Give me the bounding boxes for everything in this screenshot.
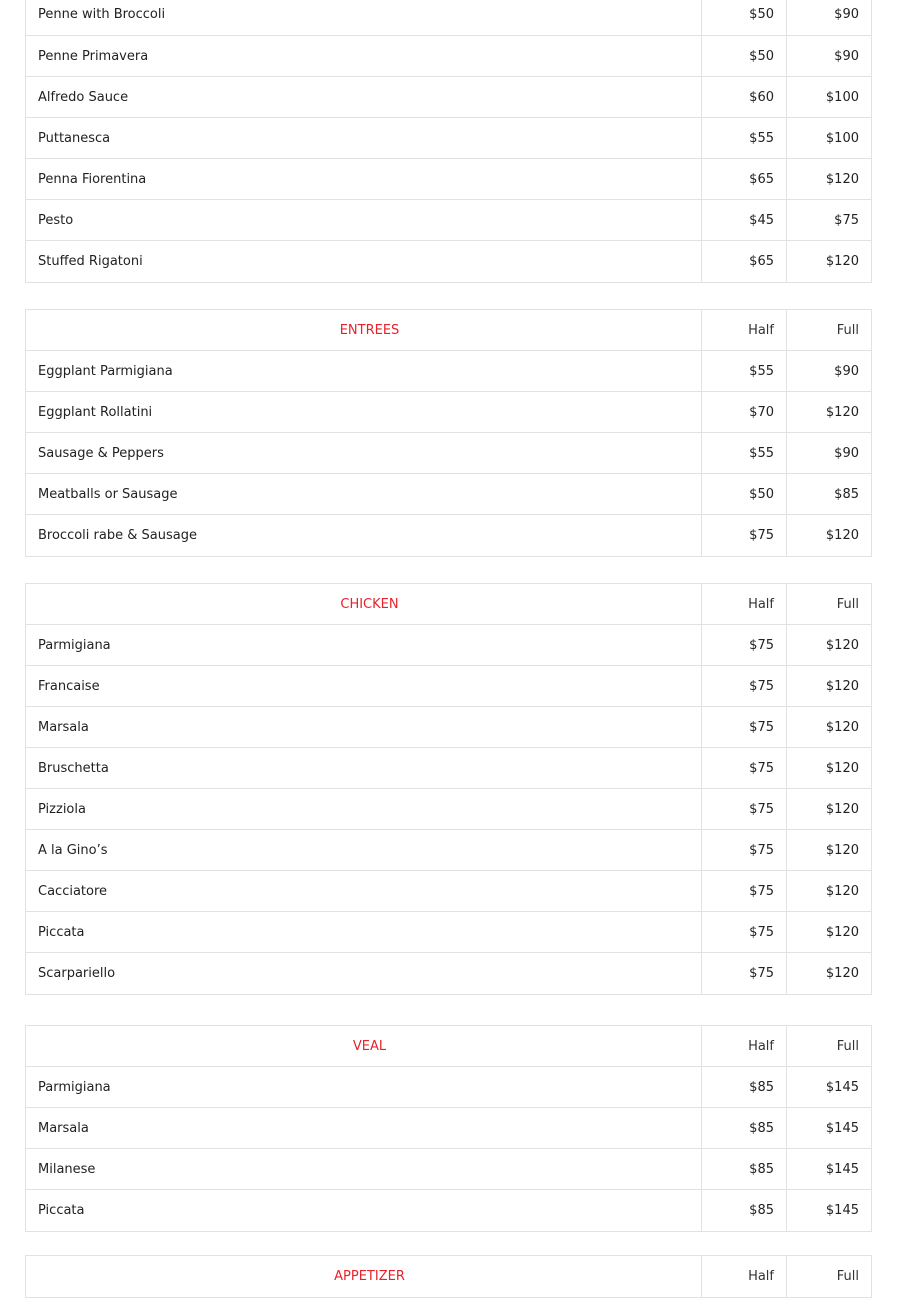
table-row bbox=[26, 351, 872, 392]
half-header: Half bbox=[702, 584, 787, 625]
table-row bbox=[26, 474, 872, 515]
table-row bbox=[26, 1149, 872, 1190]
item-name: Parmigiana bbox=[26, 625, 702, 666]
item-half-price: $75 bbox=[702, 748, 787, 789]
table-row bbox=[26, 748, 872, 789]
item-half-price: $85 bbox=[702, 1190, 787, 1232]
item-half-price: $60 bbox=[702, 77, 787, 118]
table-row bbox=[26, 118, 872, 159]
item-half-price: $55 bbox=[702, 433, 787, 474]
item-name: Stuffed Rigatoni bbox=[26, 241, 702, 283]
item-name: Alfredo Sauce bbox=[26, 77, 702, 118]
section-header-row bbox=[26, 584, 872, 625]
table-row bbox=[26, 1190, 872, 1232]
item-full-price: $120 bbox=[787, 666, 872, 707]
full-header: Full bbox=[787, 1256, 872, 1298]
table-row bbox=[26, 789, 872, 830]
section-header-row bbox=[26, 310, 872, 351]
item-full-price: $145 bbox=[787, 1190, 872, 1232]
item-name: Scarpariello bbox=[26, 953, 702, 995]
item-name: Marsala bbox=[26, 707, 702, 748]
appetizer-table bbox=[25, 1255, 872, 1298]
item-name: Cacciatore bbox=[26, 871, 702, 912]
item-half-price: $50 bbox=[702, 474, 787, 515]
table-row bbox=[26, 871, 872, 912]
item-name: Pesto bbox=[26, 200, 702, 241]
item-name: Piccata bbox=[26, 1190, 702, 1232]
item-half-price: $75 bbox=[702, 912, 787, 953]
item-full-price: $120 bbox=[787, 789, 872, 830]
half-header: Half bbox=[702, 310, 787, 351]
item-half-price: $75 bbox=[702, 871, 787, 912]
item-half-price: $75 bbox=[702, 515, 787, 557]
item-name: Parmigiana bbox=[26, 1067, 702, 1108]
item-name: Francaise bbox=[26, 666, 702, 707]
item-half-price: $65 bbox=[702, 159, 787, 200]
item-name: Penne with Broccoli bbox=[26, 0, 702, 36]
item-full-price: $145 bbox=[787, 1108, 872, 1149]
item-half-price: $85 bbox=[702, 1108, 787, 1149]
full-header: Full bbox=[787, 584, 872, 625]
table-row bbox=[26, 200, 872, 241]
item-name: Penne Primavera bbox=[26, 36, 702, 77]
entrees-table bbox=[25, 309, 872, 557]
veal-table bbox=[25, 1025, 872, 1232]
table-row bbox=[26, 1067, 872, 1108]
item-full-price: $90 bbox=[787, 36, 872, 77]
item-full-price: $145 bbox=[787, 1149, 872, 1190]
item-full-price: $90 bbox=[787, 433, 872, 474]
section-title: CHICKEN bbox=[26, 584, 702, 625]
item-half-price: $75 bbox=[702, 830, 787, 871]
table-row bbox=[26, 707, 872, 748]
item-full-price: $120 bbox=[787, 953, 872, 995]
section-header-row bbox=[26, 1026, 872, 1067]
section-header-row bbox=[26, 1256, 872, 1298]
item-name: Puttanesca bbox=[26, 118, 702, 159]
item-half-price: $55 bbox=[702, 118, 787, 159]
section-title: ENTREES bbox=[26, 310, 702, 351]
table-row bbox=[26, 241, 872, 283]
item-full-price: $120 bbox=[787, 830, 872, 871]
item-full-price: $120 bbox=[787, 707, 872, 748]
item-name: Piccata bbox=[26, 912, 702, 953]
item-half-price: $85 bbox=[702, 1149, 787, 1190]
item-name: Penna Fiorentina bbox=[26, 159, 702, 200]
item-name: Eggplant Parmigiana bbox=[26, 351, 702, 392]
item-full-price: $100 bbox=[787, 118, 872, 159]
item-half-price: $50 bbox=[702, 0, 787, 36]
item-full-price: $120 bbox=[787, 392, 872, 433]
item-half-price: $45 bbox=[702, 200, 787, 241]
item-half-price: $70 bbox=[702, 392, 787, 433]
item-half-price: $75 bbox=[702, 666, 787, 707]
table-row bbox=[26, 830, 872, 871]
item-full-price: $90 bbox=[787, 0, 872, 36]
item-full-price: $120 bbox=[787, 159, 872, 200]
item-half-price: $75 bbox=[702, 789, 787, 830]
table-row bbox=[26, 912, 872, 953]
item-name: Broccoli rabe & Sausage bbox=[26, 515, 702, 557]
table-row bbox=[26, 0, 872, 36]
item-full-price: $145 bbox=[787, 1067, 872, 1108]
table-row bbox=[26, 666, 872, 707]
section-title: VEAL bbox=[26, 1026, 702, 1067]
table-row bbox=[26, 159, 872, 200]
table-row bbox=[26, 625, 872, 666]
item-full-price: $120 bbox=[787, 871, 872, 912]
item-full-price: $120 bbox=[787, 241, 872, 283]
chicken-table bbox=[25, 583, 872, 995]
table-row bbox=[26, 1108, 872, 1149]
table-row bbox=[26, 433, 872, 474]
item-name: Meatballs or Sausage bbox=[26, 474, 702, 515]
item-name: Pizziola bbox=[26, 789, 702, 830]
item-name: A la Gino’s bbox=[26, 830, 702, 871]
pasta-table bbox=[25, 0, 872, 283]
table-row bbox=[26, 953, 872, 995]
item-half-price: $75 bbox=[702, 625, 787, 666]
item-half-price: $75 bbox=[702, 953, 787, 995]
item-full-price: $75 bbox=[787, 200, 872, 241]
item-full-price: $120 bbox=[787, 515, 872, 557]
item-half-price: $75 bbox=[702, 707, 787, 748]
item-full-price: $120 bbox=[787, 748, 872, 789]
item-half-price: $65 bbox=[702, 241, 787, 283]
item-name: Sausage & Peppers bbox=[26, 433, 702, 474]
item-name: Eggplant Rollatini bbox=[26, 392, 702, 433]
table-row bbox=[26, 392, 872, 433]
item-full-price: $100 bbox=[787, 77, 872, 118]
item-half-price: $55 bbox=[702, 351, 787, 392]
item-full-price: $90 bbox=[787, 351, 872, 392]
item-half-price: $85 bbox=[702, 1067, 787, 1108]
section-title: APPETIZER bbox=[26, 1256, 702, 1298]
item-full-price: $85 bbox=[787, 474, 872, 515]
half-header: Half bbox=[702, 1256, 787, 1298]
item-full-price: $120 bbox=[787, 912, 872, 953]
item-name: Milanese bbox=[26, 1149, 702, 1190]
table-row bbox=[26, 515, 872, 557]
full-header: Full bbox=[787, 310, 872, 351]
full-header: Full bbox=[787, 1026, 872, 1067]
half-header: Half bbox=[702, 1026, 787, 1067]
item-name: Marsala bbox=[26, 1108, 702, 1149]
table-row bbox=[26, 77, 872, 118]
table-row bbox=[26, 36, 872, 77]
item-full-price: $120 bbox=[787, 625, 872, 666]
item-name: Bruschetta bbox=[26, 748, 702, 789]
item-half-price: $50 bbox=[702, 36, 787, 77]
